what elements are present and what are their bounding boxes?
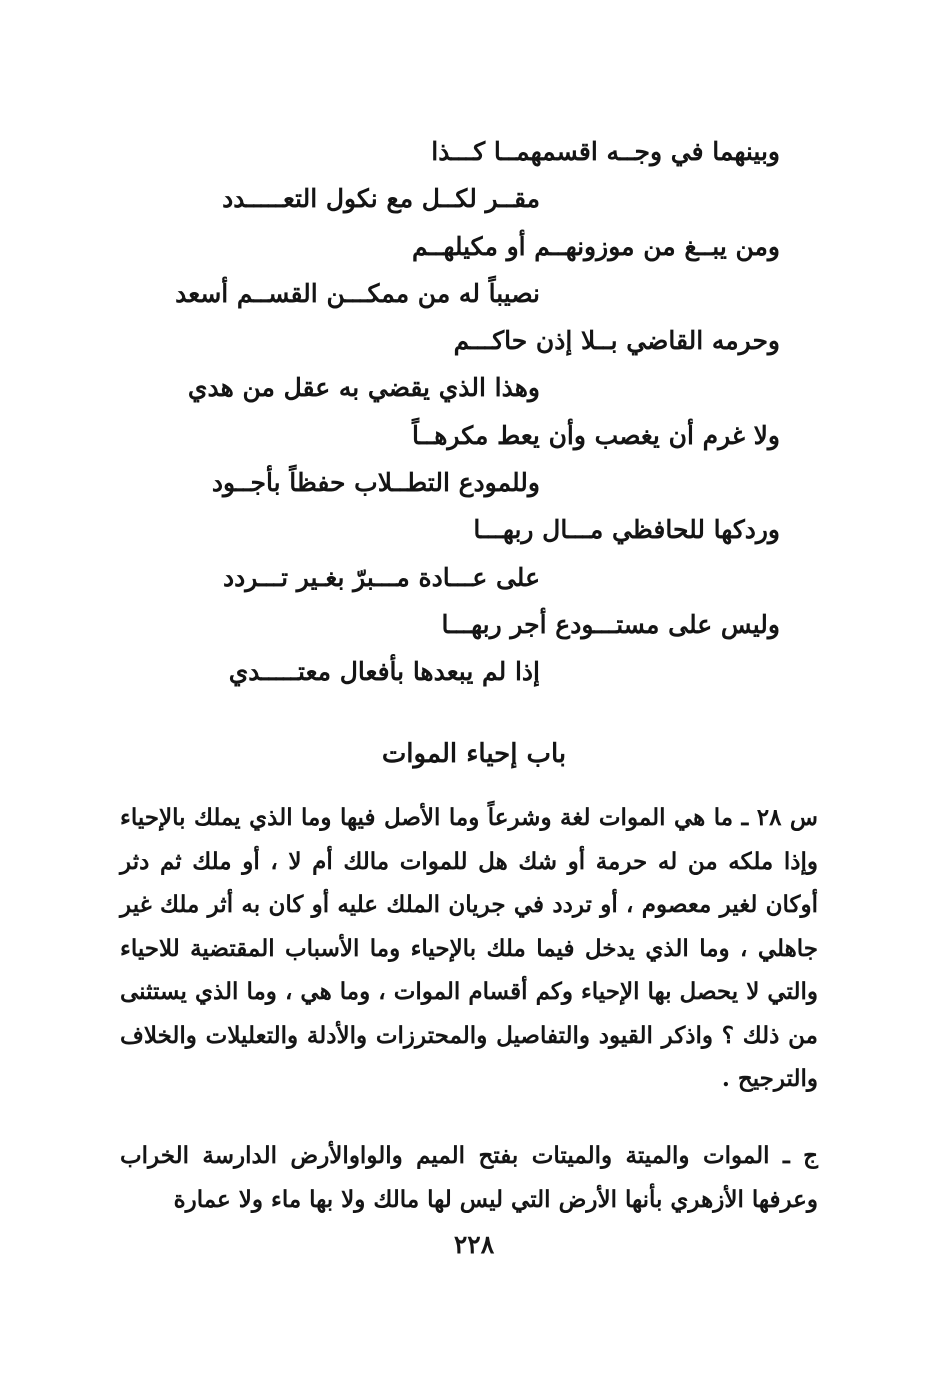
verse-line: ولا غرم أن يغصب وأن يعط مكرهــاً: [411, 420, 780, 450]
section-heading: باب إحياء الموات: [381, 739, 567, 769]
answer-paragraph: ج ـ الموات والميتة والميتات بفتح الميم والواوالأرض الدارسة الخراب وعرفها الأزهري بأنها الأرض التي ليس لها مالك ولا بها ماء ولا عمارة: [120, 1142, 818, 1213]
verse-line: وليس على مستـــودع أجر ربهـــا: [441, 609, 780, 639]
verse-line: نصيباً له من ممكـــن القســم أسعد: [175, 278, 540, 308]
verse-line: وهذا الذي يقضي به عقل من هدي: [187, 373, 540, 403]
verse-line: مقــر لكــل مع نكول التعـــــدد: [222, 184, 540, 214]
question-paragraph: س ٢٨ ـ ما هي الموات لغة وشرعاً وما الأصل فيها وما الذي يملك بالإحياء وإذا ملكه من له حرمة أو شك هل للموات مالك أم لا ، أو ملك ثم دثر أوكان لغير معصوم ، أو تردد في جريان الملك عليه أو كان به أثر ملك غير جاهلي ، وما الذي يدخل فيما ملك بالإحياء وما الأسباب المقتضية للاحياء والتي لا يحصل بها الإحياء وكم أقسام الموات ، وما هي ، وما الذي يستثنى من ذلك ؟ واذكر القيود والتفاصيل والمحترزات والأدلة والتعليلات والخلاف والترجيح .: [120, 804, 818, 1092]
verse-line: وبينهما في وجــه اقسمهمــا كـــذا: [431, 137, 780, 166]
verse-line: وللمودع التطــلاب حفظاً بأجــود: [211, 468, 540, 498]
verse-line: وحرمه القاضي بــلا إذن حاكـــم: [453, 326, 780, 356]
verse-line: ومن يبــغ من موزونهــم أو مكيلهــم: [412, 231, 780, 261]
page-number: ٢٢٨: [453, 1230, 495, 1259]
verse-line: وردكها للحافظي مـــال ربهـــا: [473, 515, 780, 545]
verse-line: إذا لم يبعدها بأفعال معتـــــدي: [228, 657, 540, 687]
poem-block: [160, 128, 780, 696]
verse-line: على عـــادة مـــبرّ بغـير تـــردد: [223, 562, 540, 592]
